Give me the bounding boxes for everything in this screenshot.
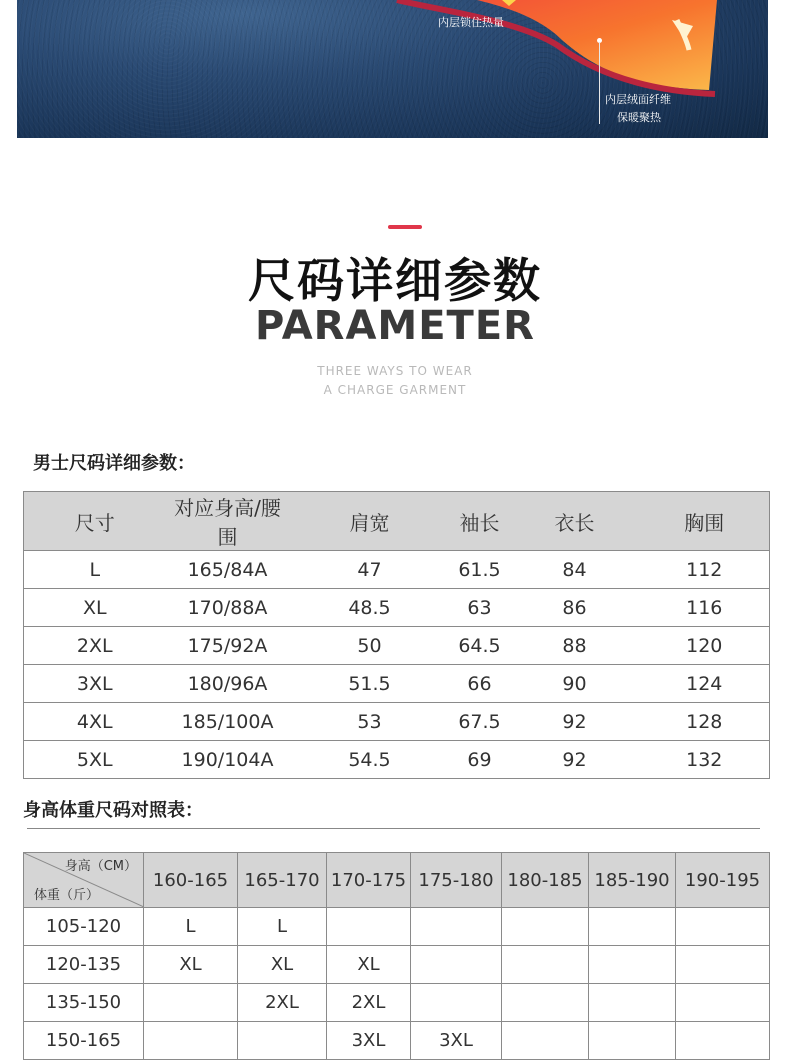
table-cell: 63 [450,589,510,627]
size-cell [676,946,770,984]
table-cell: 4XL [24,703,166,741]
weight-range-cell: 120-135 [24,946,144,984]
table-cell: 84 [510,551,640,589]
table-row [24,589,770,627]
table-cell: 54.5 [290,741,450,779]
header-cell: 对应身高/腰围 [166,492,290,551]
subtitle-line-1: THREE WAYS TO WEAR [317,364,473,378]
corner-weight-label: 体重（斤） [34,888,100,903]
table-cell: 5XL [24,741,166,779]
page-title-cn: 尺码详细参数 [248,254,542,309]
size-cell [676,984,770,1022]
header-cell: 尺寸 [24,492,166,551]
weight-range-cell: 105-120 [24,908,144,946]
size-table-title: 男士尺码详细参数： [33,453,195,474]
height-range-header: 190-195 [676,853,770,908]
size-cell: XL [238,946,327,984]
table-cell: 64.5 [450,627,510,665]
header-cell: 肩宽 [290,492,450,551]
header-cell: 衣长 [510,492,640,551]
size-cell [411,984,502,1022]
table-cell: 185/100A [166,703,290,741]
table-cell: 86 [510,589,640,627]
table-cell: XL [24,589,166,627]
size-cell [144,1022,238,1060]
table-cell: 66 [450,665,510,703]
table-cell: L [24,551,166,589]
table-header-row [24,492,770,551]
height-range-header: 185-190 [589,853,676,908]
size-cell [589,946,676,984]
table-cell: 50 [290,627,450,665]
size-cell [589,908,676,946]
size-cell: XL [327,946,411,984]
size-cell: L [238,908,327,946]
table-cell: 180/96A [166,665,290,703]
banner-label-fiber: 内层绒面纤维 [605,93,671,106]
table-cell: 132 [640,741,770,779]
section-divider [27,828,760,829]
height-range-header: 170-175 [327,853,411,908]
size-cell: 2XL [238,984,327,1022]
height-range-header: 165-170 [238,853,327,908]
table-cell: 190/104A [166,741,290,779]
size-cell: 3XL [411,1022,502,1060]
size-cell [676,1022,770,1060]
size-cell [589,1022,676,1060]
table-cell: 92 [510,741,640,779]
size-cell [676,908,770,946]
table-cell: 112 [640,551,770,589]
size-cell: 3XL [327,1022,411,1060]
table-cell: 90 [510,665,640,703]
callout-line [599,42,600,124]
corner-height-label: 身高（CM） [64,859,137,874]
height-range-header: 180-185 [502,853,589,908]
table-cell: 170/88A [166,589,290,627]
table-cell: 175/92A [166,627,290,665]
table-row [24,551,770,589]
table-row [24,984,770,1022]
table-cell: 47 [290,551,450,589]
size-cell [589,984,676,1022]
size-cell [411,946,502,984]
table-cell: 120 [640,627,770,665]
height-weight-table [23,852,770,1060]
table-cell: 165/84A [166,551,290,589]
table-cell: 61.5 [450,551,510,589]
table-cell: 67.5 [450,703,510,741]
weight-range-cell: 135-150 [24,984,144,1022]
header-cell: 胸围 [640,492,770,551]
height-range-header: 160-165 [144,853,238,908]
table-row [24,946,770,984]
size-cell [411,908,502,946]
table-row [24,908,770,946]
accent-bar [388,225,422,229]
size-cell [502,984,589,1022]
table-cell: 48.5 [290,589,450,627]
size-cell [238,1022,327,1060]
height-range-header: 175-180 [411,853,502,908]
table-cell: 69 [450,741,510,779]
table-row [24,627,770,665]
table-row [24,665,770,703]
banner-label-lock-heat: 内层锁住热量 [438,16,504,29]
size-cell [502,908,589,946]
size-cell [327,908,411,946]
table-cell: 124 [640,665,770,703]
fabric-banner-image [17,0,768,138]
height-weight-table-title: 身高体重尺码对照表： [23,800,203,821]
table-header-row [24,853,770,908]
size-cell: 2XL [327,984,411,1022]
size-cell [144,984,238,1022]
banner-label-warmth: 保暖聚热 [617,111,661,124]
table-row [24,741,770,779]
corner-header-cell [24,853,144,908]
table-cell: 51.5 [290,665,450,703]
size-cell [502,946,589,984]
table-row [24,1022,770,1060]
header-cell: 袖长 [450,492,510,551]
table-cell: 116 [640,589,770,627]
subtitle-line-2: A CHARGE GARMENT [323,383,467,397]
table-cell: 92 [510,703,640,741]
weight-range-cell: 150-165 [24,1022,144,1060]
table-cell: 2XL [24,627,166,665]
table-cell: 3XL [24,665,166,703]
table-cell: 53 [290,703,450,741]
size-cell [502,1022,589,1060]
size-cell: XL [144,946,238,984]
table-cell: 128 [640,703,770,741]
page-title-en: PARAMETER [255,303,535,349]
table-row [24,703,770,741]
size-detail-table [23,491,770,779]
table-cell: 88 [510,627,640,665]
size-cell: L [144,908,238,946]
